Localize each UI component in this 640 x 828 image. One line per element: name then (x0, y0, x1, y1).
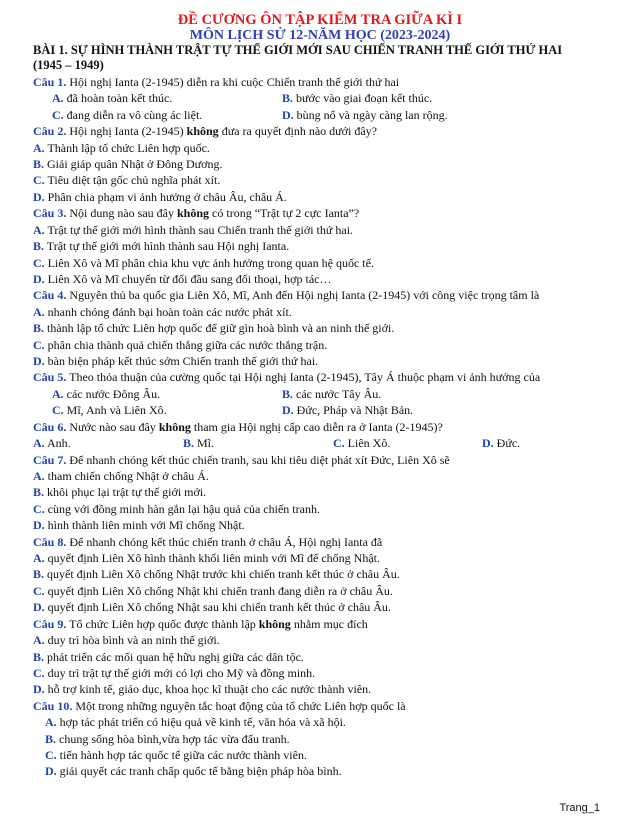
document-title: ĐỀ CƯƠNG ÔN TẬP KIỂM TRA GIỮA KÌ I (177, 12, 463, 28)
option-letter: B. (33, 157, 45, 171)
option-text: tham chiến chống Nhật ở châu Á. (44, 469, 209, 483)
question-stem (33, 288, 628, 303)
option-letter: C. (33, 666, 45, 680)
answer-option (45, 748, 307, 763)
answer-option (33, 584, 393, 599)
question-number: Câu 1. (33, 75, 67, 89)
answer-option (33, 157, 223, 172)
option-letter: A. (33, 141, 45, 155)
option-text: Liên Xô và Mĩ chuyển từ đối đầu sang đối thoại, hợp tác… (44, 272, 332, 286)
answer-option (33, 502, 320, 517)
option-text: quyết định Liên Xô hình thành khối liên minh với Mĩ để chống Nhật. (44, 551, 380, 565)
option-text: Thành lập tổ chức Liên hợp quốc. (44, 141, 210, 155)
keyword-emphasis: không (177, 206, 210, 220)
question-text-end: có trong “Trật tự 2 cực Ianta”? (209, 206, 360, 220)
question-number: Câu 2. (33, 124, 67, 138)
option-text: tiến hành hợp tác quốc tế giữa các nước thành viên. (56, 748, 307, 762)
answer-option (282, 108, 448, 123)
option-letter: C. (333, 436, 345, 450)
option-letter: B. (33, 321, 45, 335)
answer-option (33, 682, 371, 697)
option-letter: C. (45, 748, 57, 762)
option-text: Tiêu diệt tận gốc chủ nghĩa phát xít. (44, 173, 221, 187)
answer-option (45, 764, 342, 779)
option-text: Anh. (44, 436, 71, 450)
question-text: Nước nào sau đây (66, 420, 159, 434)
option-text: Liên Xô. (344, 436, 391, 450)
answer-option (52, 91, 172, 106)
option-letter: D. (33, 354, 45, 368)
option-text: các nước Đông Âu. (63, 387, 161, 401)
question-stem (33, 453, 628, 468)
question-stem (33, 124, 628, 139)
option-text: nhanh chóng đánh bại hoàn toàn các nước phát xít. (44, 305, 292, 319)
option-text: Trật tự thế giới mới hình thành sau Hội nghị Ianta. (44, 239, 290, 253)
question-stem (33, 617, 628, 632)
option-letter: A. (33, 469, 45, 483)
option-text: hỗ trợ kinh tế, giáo dục, khoa học kĩ thuật cho các nước thành viên. (44, 682, 372, 696)
question-stem (33, 206, 628, 221)
option-letter: B. (282, 91, 294, 105)
question-text: Nội dung nào sau đây (66, 206, 177, 220)
option-letter: A. (33, 633, 45, 647)
option-letter: A. (33, 436, 45, 450)
option-letter: C. (33, 173, 45, 187)
question-text: Hội nghị Ianta (2-1945) (66, 124, 187, 138)
option-letter: B. (33, 239, 45, 253)
question-text: Tổ chức Liên hợp quốc được thành lập (66, 617, 259, 631)
option-text: quyết định Liên Xô chống Nhật sau khi chiến tranh kết thúc ở châu Âu. (44, 600, 391, 614)
option-text: đang diễn ra vô cùng ác liệt. (63, 108, 203, 122)
option-text: phát triển các mối quan hệ hữu nghị giữa các dân tộc. (44, 650, 304, 664)
question-number: Câu 8. (33, 535, 67, 549)
answer-option (33, 338, 327, 353)
option-text: thành lập tổ chức Liên hợp quốc để giữ gìn hoà bình và an ninh thế giới. (44, 321, 395, 335)
option-letter: D. (482, 436, 494, 450)
answer-option (33, 650, 304, 665)
option-text: quyết định Liên Xô chống Nhật khi chiến tranh đang diễn ra ở châu Âu. (44, 584, 393, 598)
option-letter: D. (33, 190, 45, 204)
question-number: Câu 10. (33, 699, 73, 713)
keyword-emphasis: không (258, 617, 291, 631)
option-letter: C. (52, 108, 64, 122)
question-text: Một trong những nguyên tắc hoạt động của tổ chức Liên hợp quốc là (72, 699, 406, 713)
answer-option (33, 666, 315, 681)
page-number: Trang_1 (559, 802, 600, 814)
answer-option (183, 436, 214, 451)
answer-option (52, 387, 160, 402)
answer-option (33, 141, 210, 156)
option-letter: B. (33, 485, 45, 499)
option-letter: B. (183, 436, 195, 450)
answer-option (33, 256, 374, 271)
question-stem (33, 370, 628, 385)
option-letter: A. (33, 223, 45, 237)
question-number: Câu 5. (33, 370, 67, 384)
option-text: Phân chia phạm vi ảnh hưởng ở châu Âu, châu Á. (44, 190, 287, 204)
answer-option (33, 600, 391, 615)
question-text: Hội nghị Ianta (2-1945) diễn ra khi cuộc Chiến tranh thế giới thứ hai (66, 75, 400, 89)
answer-option (282, 403, 413, 418)
answer-option (333, 436, 390, 451)
option-letter: C. (33, 338, 45, 352)
answer-option (33, 223, 353, 238)
answer-option (52, 108, 202, 123)
answer-option (33, 633, 220, 648)
option-letter: A. (52, 91, 64, 105)
answer-option (33, 354, 318, 369)
question-number: Câu 9. (33, 617, 67, 631)
answer-option (282, 387, 381, 402)
answer-option (33, 239, 289, 254)
answer-option (282, 91, 432, 106)
answer-option (33, 518, 245, 533)
question-stem (33, 75, 628, 90)
option-text: đã hoàn toàn kết thúc. (63, 91, 173, 105)
option-text: Trật tự thế giới mới hình thành sau Chiến tranh thế giới thứ hai. (44, 223, 354, 237)
option-letter: B. (282, 387, 294, 401)
question-stem (33, 699, 628, 714)
question-number: Câu 4. (33, 288, 67, 302)
question-stem (33, 420, 628, 435)
option-text: Giải giáp quân Nhật ở Đông Dương. (44, 157, 223, 171)
answer-option (33, 305, 292, 320)
question-text-end: nhằm mục đích (290, 617, 368, 631)
answer-option (45, 732, 290, 747)
option-letter: C. (33, 584, 45, 598)
question-number: Câu 3. (33, 206, 67, 220)
option-text: Đức. (493, 436, 521, 450)
option-text: hình thành liên minh với Mĩ chống Nhật. (44, 518, 245, 532)
answer-option (33, 469, 209, 484)
question-text: Nguyên thủ ba quốc gia Liên Xô, Mĩ, Anh đến Hội nghị Ianta (2-1945) với công việc trọng tâm là (66, 288, 540, 302)
option-text: Mĩ, Anh và Liên Xô. (63, 403, 167, 417)
keyword-emphasis: không (186, 124, 219, 138)
option-letter: D. (33, 682, 45, 696)
option-letter: C. (52, 403, 64, 417)
answer-option (45, 715, 346, 730)
option-letter: D. (282, 403, 294, 417)
option-letter: D. (282, 108, 294, 122)
option-letter: D. (33, 272, 45, 286)
question-text-end: tham gia Hội nghị cấp cao diễn ra ở Ianta (2-1945)? (190, 420, 443, 434)
option-letter: B. (45, 732, 57, 746)
option-letter: C. (33, 256, 45, 270)
answer-option (33, 485, 206, 500)
answer-option (33, 190, 287, 205)
option-letter: B. (33, 567, 45, 581)
option-text: hợp tác phát triển có hiệu quả về kinh tế, văn hóa và xã hội. (56, 715, 346, 729)
lesson-heading-line1: BÀI 1. SỰ HÌNH THÀNH TRẬT TỰ THẾ GIỚI MỚI SAU CHIẾN TRANH THẾ GIỚI THỨ HAI (33, 43, 563, 57)
answer-option (33, 436, 71, 451)
question-stem (33, 535, 628, 550)
question-text-end: đưa ra quyết định nào dưới đây? (218, 124, 377, 138)
option-letter: A. (33, 551, 45, 565)
option-text: phân chia thành quả chiến thắng giữa các nước thắng trận. (44, 338, 328, 352)
option-letter: A. (52, 387, 64, 401)
option-text: quyết định Liên Xô chống Nhật trước khi chiến tranh kết thúc ở châu Âu. (44, 567, 400, 581)
keyword-emphasis: không (158, 420, 191, 434)
question-text: Theo thỏa thuận của cường quốc tại Hội nghị Ianta (2-1945), Tây Á thuộc phạm vi ảnh hưởng của (66, 370, 541, 384)
answer-option (33, 173, 220, 188)
question-number: Câu 6. (33, 420, 67, 434)
option-text: chung sống hòa bình,vừa hợp tác vừa đấu tranh. (56, 732, 290, 746)
answer-option (33, 321, 394, 336)
answer-option (33, 272, 331, 287)
option-letter: C. (33, 502, 45, 516)
document-subtitle: MÔN LỊCH SỬ 12-NĂM HỌC (2023-2024) (189, 28, 451, 43)
answer-option (33, 567, 400, 582)
option-letter: A. (45, 715, 57, 729)
option-letter: D. (33, 518, 45, 532)
option-text: các nước Tây Âu. (293, 387, 382, 401)
answer-option (33, 551, 380, 566)
option-letter: A. (33, 305, 45, 319)
answer-option (52, 403, 167, 418)
answer-option (482, 436, 520, 451)
lesson-heading (33, 43, 623, 73)
option-text: duy trì trật tự thế giới mới có lợi cho Mỹ và đồng minh. (44, 666, 316, 680)
option-text: giải quyết các tranh chấp quốc tế bằng biện pháp hòa bình. (56, 764, 342, 778)
option-text: duy trì hòa bình và an ninh thế giới. (44, 633, 220, 647)
option-text: bước vào giai đoạn kết thúc. (293, 91, 433, 105)
option-letter: D. (33, 600, 45, 614)
option-letter: D. (45, 764, 57, 778)
option-text: bàn biện pháp kết thúc sớm Chiến tranh thế giới thứ hai. (44, 354, 319, 368)
question-text: Để nhanh chóng kết thúc chiến tranh, sau khi tiêu diệt phát xít Đức, Liên Xô sẽ (66, 453, 450, 467)
option-text: cùng với đồng minh hàn gắn lại hậu quả của chiến tranh. (44, 502, 320, 516)
option-text: bùng nổ và ngày càng lan rộng. (293, 108, 448, 122)
option-text: Liên Xô và Mĩ phân chia khu vực ảnh hưởng trong quan hệ quốc tế. (44, 256, 374, 270)
option-letter: B. (33, 650, 45, 664)
option-text: Đức, Pháp và Nhật Bản. (293, 403, 414, 417)
option-text: khôi phục lại trật tự thế giới mới. (44, 485, 207, 499)
question-text: Để nhanh chóng kết thúc chiến tranh ở châu Á, Hội nghị Ianta đã (66, 535, 383, 549)
option-text: Mĩ. (194, 436, 215, 450)
lesson-heading-line2: (1945 – 1949) (33, 58, 104, 72)
question-number: Câu 7. (33, 453, 67, 467)
